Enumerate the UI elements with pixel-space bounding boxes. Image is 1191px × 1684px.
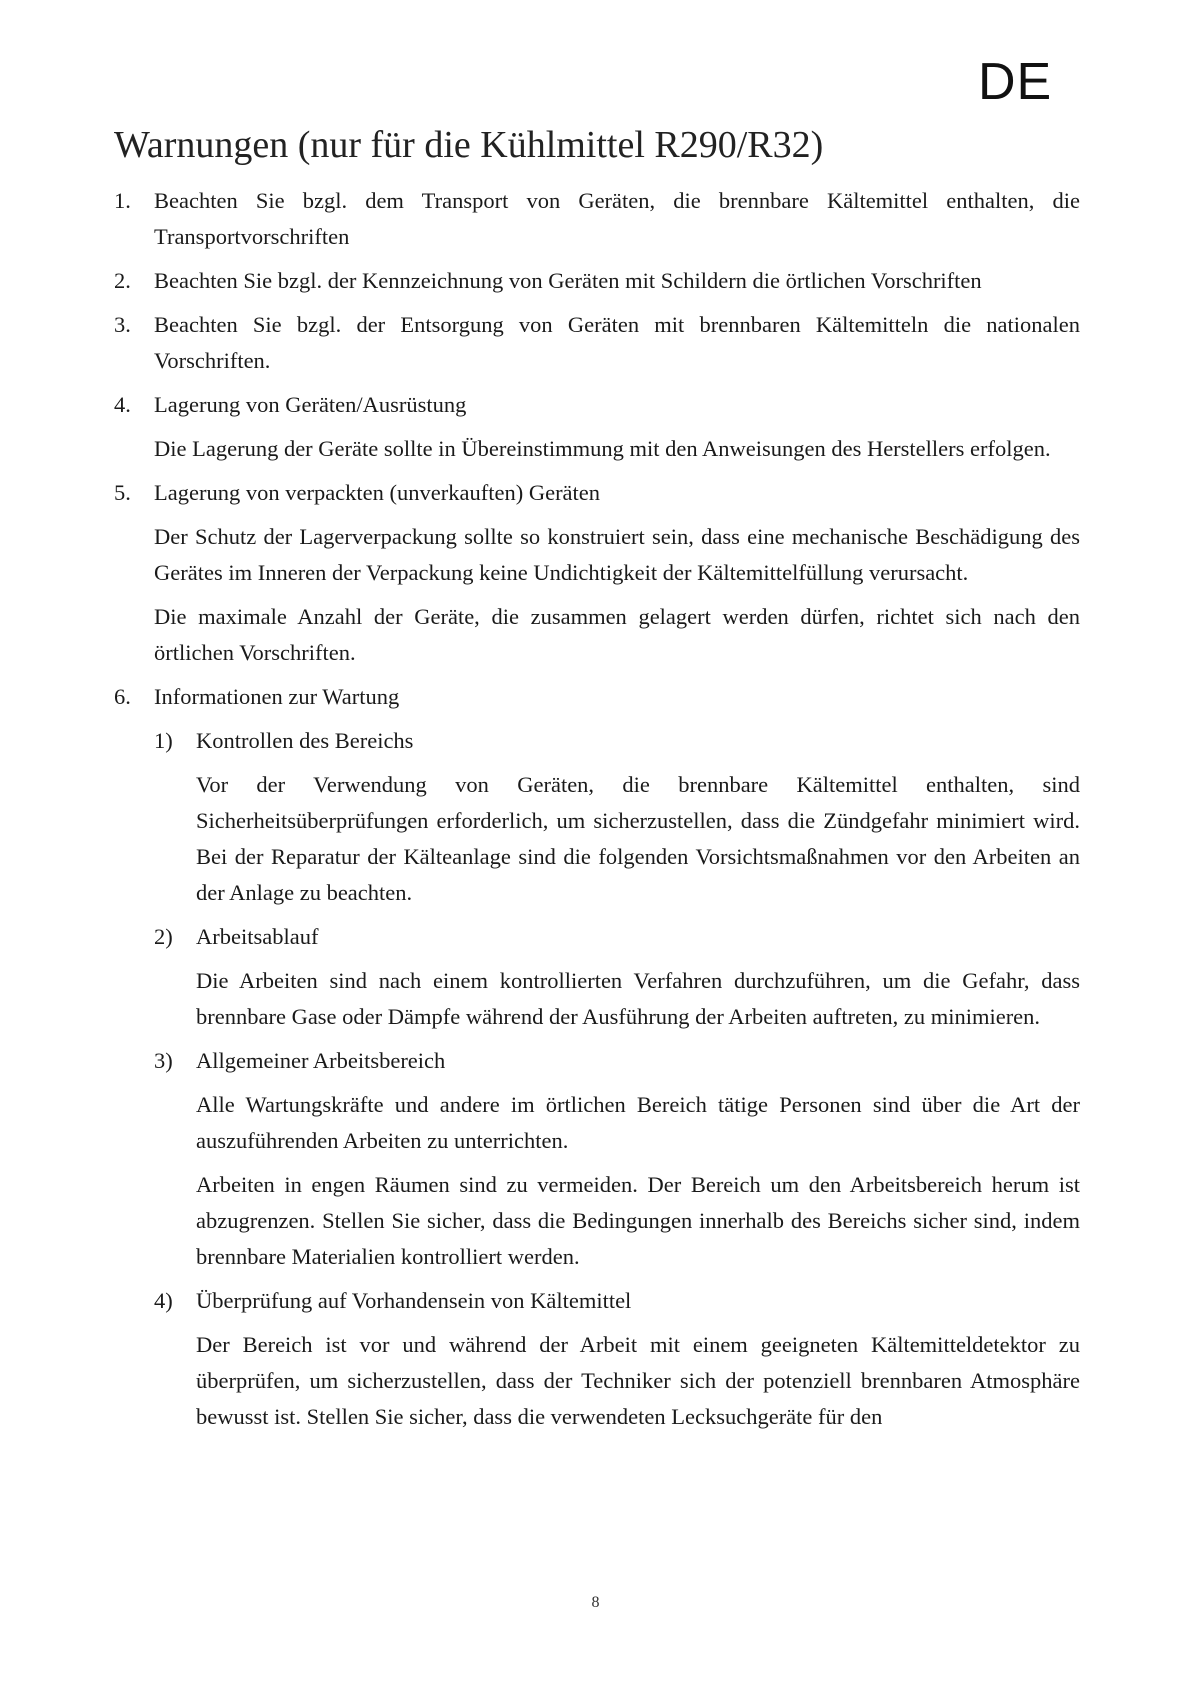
sub-item-paragraph: Alle Wartungskräfte und andere im örtlichen Bereich tätige Personen sind über die Art der auszuführenden Arbeiten zu unterrichten. (196, 1092, 1080, 1153)
sub-item-paragraph: Die Arbeiten sind nach einem kontrollierten Verfahren durchzuführen, um die Gefahr, dass brennbare Gase oder Dämpfe während der Ausführung der Arbeiten auftreten, zu minimieren. (196, 968, 1080, 1029)
sub-item-heading: Arbeitsablauf (196, 924, 319, 949)
list-item (114, 307, 1080, 379)
item-text: Beachten Sie bzgl. dem Transport von Geräten, die brennbare Kältemittel enthalten, die Transportvorschriften (154, 188, 1080, 249)
item-number: 6. (114, 684, 131, 709)
page-number: 8 (591, 1594, 600, 1611)
sub-item (114, 919, 1080, 955)
document-body (114, 183, 1080, 1443)
item-text: Lagerung von Geräten/Ausrüstung (154, 392, 467, 417)
sub-item-heading: Kontrollen des Bereichs (196, 728, 414, 753)
sub-item-heading: Überprüfung auf Vorhandensein von Kältemittel (196, 1288, 632, 1313)
item-number: 1. (114, 188, 131, 213)
sub-item-number: 1) (154, 728, 173, 753)
item-number: 2. (114, 268, 131, 293)
item-text: Beachten Sie bzgl. der Entsorgung von Geräten mit brennbaren Kältemitteln die nationalen Vorschriften. (154, 312, 1080, 373)
item-text: Lagerung von verpackten (unverkauften) Geräten (154, 480, 601, 505)
sub-item-paragraph: Der Bereich ist vor und während der Arbeit mit einem geeigneten Kältemitteldetektor zu überprüfen, um sicherzustellen, dass der Techniker sich der potenziell brennbaren Atmosphäre bewusst ist. Stellen Sie sicher, dass die verwendeten Lecksuchgeräte für den (196, 1332, 1080, 1429)
item-number: 5. (114, 480, 131, 505)
list-item (114, 387, 1080, 423)
sub-item-number: 2) (154, 924, 173, 949)
item-text: Informationen zur Wartung (154, 684, 400, 709)
item-paragraph: Die Lagerung der Geräte sollte in Übereinstimmung mit den Anweisungen des Herstellers erfolgen. (154, 436, 1051, 461)
sub-item (114, 723, 1080, 759)
page-title: Warnungen (nur für die Kühlmittel R290/R32) (114, 124, 824, 166)
sub-item-paragraph: Arbeiten in engen Räumen sind zu vermeiden. Der Bereich um den Arbeitsbereich herum ist abzugrenzen. Stellen Sie sicher, dass die Bedingungen innerhalb des Bereichs sicher sind, indem brennbare Materialien kontrolliert werden. (196, 1172, 1080, 1269)
list-item (114, 263, 1080, 299)
sub-item (114, 1043, 1080, 1079)
item-paragraph: Der Schutz der Lagerverpackung sollte so konstruiert sein, dass eine mechanische Beschädigung des Gerätes im Inneren der Verpackung keine Undichtigkeit der Kältemittelfüllung verursacht. (154, 524, 1080, 585)
item-text: Beachten Sie bzgl. der Kennzeichnung von Geräten mit Schildern die örtlichen Vorschriften (154, 268, 982, 293)
item-paragraph: Die maximale Anzahl der Geräte, die zusammen gelagert werden dürfen, richtet sich nach den örtlichen Vorschriften. (154, 604, 1080, 665)
sub-item-number: 4) (154, 1288, 173, 1313)
sub-item-number: 3) (154, 1048, 173, 1073)
item-number: 4. (114, 392, 131, 417)
sub-item-paragraph: Vor der Verwendung von Geräten, die brennbare Kältemittel enthalten, sind Sicherheitsüberprüfungen erforderlich, um sicherzustellen, dass die Zündgefahr minimiert wird. Bei der Reparatur der Kälteanlage sind die folgenden Vorsichtsmaßnahmen vor den Arbeiten an der Anlage zu beachten. (196, 772, 1080, 905)
language-code: DE (978, 53, 1053, 111)
item-number: 3. (114, 312, 131, 337)
sub-item (114, 1283, 1080, 1319)
list-item (114, 679, 1080, 715)
list-item (114, 475, 1080, 511)
list-item (114, 183, 1080, 255)
sub-item-heading: Allgemeiner Arbeitsbereich (196, 1048, 446, 1073)
